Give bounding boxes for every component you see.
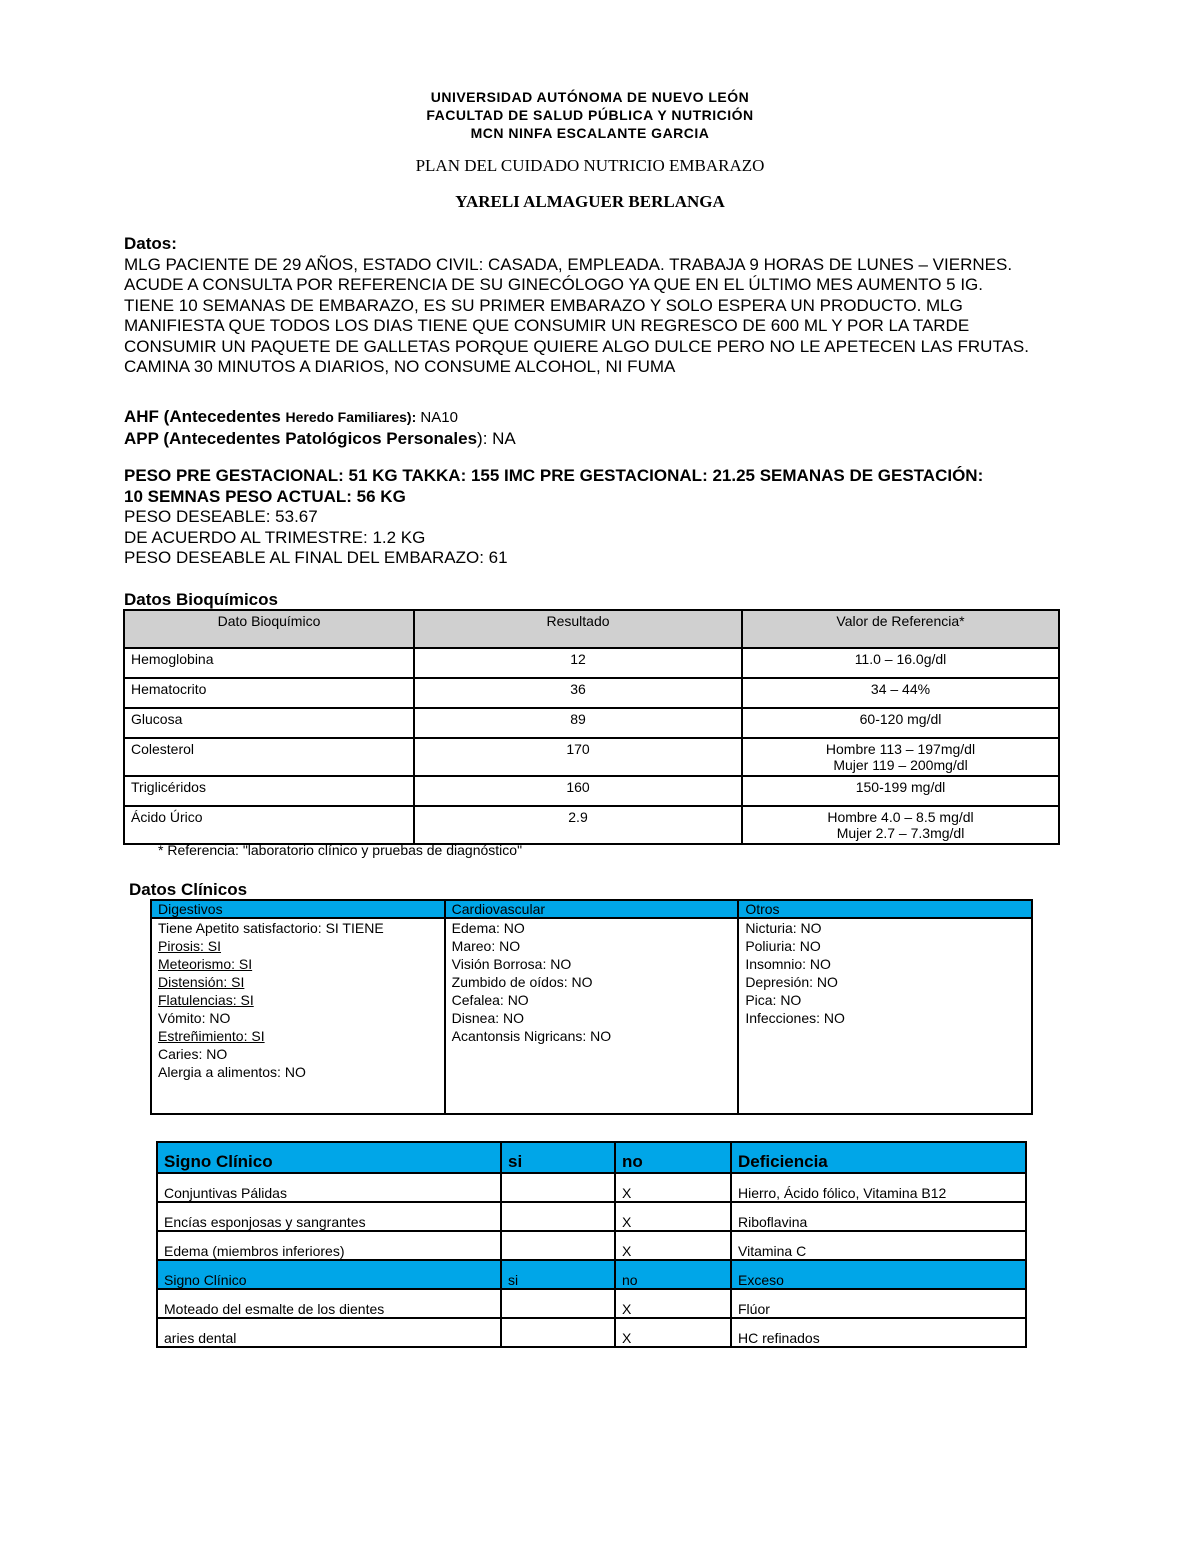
header-cell: no: [615, 1142, 731, 1173]
list-item: Disnea: NO: [451, 1010, 525, 1026]
header-cell: Signo Clínico: [157, 1142, 501, 1173]
header-cell: Cardiovascular: [445, 900, 739, 918]
bioquimicos-note: * Referencia: "laboratorio clínico y pruebas de diagnóstico": [158, 842, 523, 858]
cell-referencia: [742, 806, 1059, 844]
peso-trimestre: DE ACUERDO AL TRIMESTRE: 1.2 KG: [124, 527, 426, 547]
cell-resultado: 12: [414, 648, 742, 678]
list-item: Flatulencias: SI: [158, 992, 254, 1008]
ref-line: Hombre 4.0 – 8.5 mg/dl: [827, 809, 974, 825]
list-item: Alergia a alimentos: NO: [158, 1064, 306, 1080]
datos-label: Datos:: [124, 234, 177, 253]
list-item: Nicturia: NO: [745, 920, 822, 936]
cell-referencia: [742, 708, 1059, 738]
list-item: Insomnio: NO: [745, 956, 831, 972]
datos-line: ACUDE A CONSULTA POR REFERENCIA DE SU GINECÓLOGO YA QUE EN EL ÚLTIMO MES AUMENTO 5 IG.: [124, 275, 984, 294]
table-row: [124, 708, 1059, 738]
header-cell: Resultado: [414, 610, 742, 648]
university-name: UNIVERSIDAD AUTÓNOMA DE NUEVO LEÓN: [430, 89, 750, 105]
ahf-label: AHF (Antecedentes: [124, 407, 286, 426]
cell-referencia: [742, 678, 1059, 708]
list-item: Zumbido de oídos: NO: [451, 974, 593, 990]
ahf-label-small: Heredo Familiares):: [285, 409, 417, 425]
bioquimicos-table: [123, 609, 1060, 845]
cell-si: [501, 1318, 615, 1347]
cell-resultado: 36: [414, 678, 742, 708]
list-item: Visión Borrosa: NO: [451, 956, 572, 972]
datos-line: TIENE 10 SEMANAS DE EMBARAZO, ES SU PRIMER EMBARAZO Y SOLO ESPERA UN PRODUCTO. MLG: [124, 295, 963, 315]
header-cell: Digestivos: [151, 900, 445, 918]
table-row: [157, 1318, 1026, 1347]
cell-deficiencia: Hierro, Ácido fólico, Vitamina B12: [731, 1173, 1026, 1202]
cell-referencia: [742, 738, 1059, 776]
list-item: Infecciones: NO: [745, 1010, 845, 1026]
list-item: Cefalea: NO: [451, 992, 529, 1008]
app-value: ): NA: [477, 429, 516, 448]
cell-resultado: 170: [414, 738, 742, 776]
list-item: Caries: NO: [158, 1046, 228, 1062]
list-item: Pirosis: SI: [158, 938, 222, 954]
ref-line: 34 – 44%: [870, 681, 931, 697]
cell-si: [501, 1231, 615, 1260]
ref-line: 11.0 – 16.0g/dl: [854, 651, 947, 667]
bioquimicos-title: Datos Bioquímicos: [124, 590, 278, 609]
header-cell: Signo Clínico: [157, 1260, 501, 1289]
cell-dato: Colesterol: [124, 738, 414, 776]
list-item: Vómito: NO: [158, 1010, 231, 1026]
list-item: Pica: NO: [745, 992, 802, 1008]
ahf-value: NA10: [416, 409, 458, 426]
cell-signo: Conjuntivas Pálidas: [157, 1173, 501, 1202]
cell-exceso: HC refinados: [731, 1318, 1026, 1347]
datos-line: CAMINA 30 MINUTOS A DIARIOS, NO CONSUME ALCOHOL, NI FUMA: [124, 357, 676, 376]
cell-signo: Moteado del esmalte de los dientes: [157, 1289, 501, 1318]
app-label: APP (Antecedentes Patológicos Personales: [124, 429, 478, 448]
signos-table: [156, 1141, 1027, 1348]
otros-cell: [738, 918, 1032, 1114]
cell-signo: Encías esponjosas y sangrantes: [157, 1202, 501, 1231]
datos-line: MLG PACIENTE DE 29 AÑOS, ESTADO CIVIL: CASADA, EMPLEADA. TRABAJA 9 HORAS DE LUNES – VIERNES.: [124, 254, 1013, 274]
cell-dato: Hematocrito: [124, 678, 414, 708]
cell-si: [501, 1173, 615, 1202]
table-row: [124, 738, 1059, 776]
ref-line: Mujer 119 – 200mg/dl: [833, 757, 968, 773]
table-row: [157, 1289, 1026, 1318]
table-header-row: [157, 1142, 1026, 1173]
list-item: Distensión: SI: [158, 974, 245, 990]
cell-deficiencia: Vitamina C: [731, 1231, 1026, 1260]
cell-referencia: [742, 648, 1059, 678]
datos-line: MANIFIESTA QUE TODOS LOS DIAS TIENE QUE CONSUMIR UN REGRESCO DE 600 ML Y POR LA TARDE: [124, 316, 970, 335]
cell-deficiencia: Riboflavina: [731, 1202, 1026, 1231]
table-row: [124, 776, 1059, 806]
ref-line: 60-120 mg/dl: [859, 711, 942, 727]
cell-no: X: [615, 1173, 731, 1202]
header-cell: si: [501, 1142, 615, 1173]
list-item: Estreñimiento: SI: [158, 1028, 265, 1044]
cell-si: [501, 1289, 615, 1318]
ref-line: Hombre 113 – 197mg/dl: [825, 741, 976, 757]
table-row: [124, 648, 1059, 678]
list-item: Meteorismo: SI: [158, 956, 253, 972]
header-cell: Exceso: [731, 1260, 1026, 1289]
digestivos-cell: [151, 918, 445, 1114]
cell-dato: Glucosa: [124, 708, 414, 738]
patient-name: YARELI ALMAGUER BERLANGA: [455, 192, 725, 211]
table-row: [157, 1173, 1026, 1202]
table-row: [124, 678, 1059, 708]
document-header: [0, 88, 1180, 212]
faculty-name: FACULTAD DE SALUD PÚBLICA Y NUTRICIÓN: [426, 107, 754, 123]
datos-section: [124, 234, 1058, 378]
cell-exceso: Flúor: [731, 1289, 1026, 1318]
cell-dato: Hemoglobina: [124, 648, 414, 678]
plan-title: PLAN DEL CUIDADO NUTRICIO EMBARAZO: [415, 156, 765, 175]
cell-dato: Ácido Úrico: [124, 806, 414, 844]
cell-resultado: 89: [414, 708, 742, 738]
header-cell: Otros: [738, 900, 1032, 918]
list-item: Poliuria: NO: [745, 938, 821, 954]
app-line: [124, 428, 516, 449]
table-subheader-row: [157, 1260, 1026, 1289]
ref-line: 150-199 mg/dl: [855, 779, 946, 795]
table-row: [151, 918, 1032, 1114]
list-item: Tiene Apetito satisfactorio: SI TIENE: [158, 920, 384, 936]
peso-deseable: PESO DESEABLE: 53.67: [124, 507, 318, 526]
clinicos-title: Datos Clínicos: [129, 880, 248, 899]
clinicos-table: [150, 899, 1033, 1115]
list-item: Edema: NO: [451, 920, 525, 936]
cell-referencia: [742, 776, 1059, 806]
teacher-name: MCN NINFA ESCALANTE GARCIA: [470, 125, 710, 141]
ahf-line: [124, 406, 516, 428]
cell-si: [501, 1202, 615, 1231]
table-header-row: [124, 610, 1059, 648]
peso-line-1: PESO PRE GESTACIONAL: 51 KG TAKKA: 155 IMC PRE GESTACIONAL: 21.25 SEMANAS DE GESTACIÓN:: [124, 466, 984, 485]
table-row: [124, 806, 1059, 844]
ref-line: Mujer 2.7 – 7.3mg/dl: [836, 825, 965, 841]
list-item: Acantonsis Nigricans: NO: [451, 1028, 612, 1044]
list-item: Depresión: NO: [745, 974, 838, 990]
cell-signo: Edema (miembros inferiores): [157, 1231, 501, 1260]
table-row: [157, 1202, 1026, 1231]
peso-final: PESO DESEABLE AL FINAL DEL EMBARAZO: 61: [124, 548, 508, 567]
cardiovascular-cell: [445, 918, 739, 1114]
cell-resultado: 2.9: [414, 806, 742, 844]
cell-resultado: 160: [414, 776, 742, 806]
header-cell: Valor de Referencia*: [742, 610, 1059, 648]
antecedentes-section: [124, 406, 516, 449]
header-cell: Dato Bioquímico: [124, 610, 414, 648]
cell-no: X: [615, 1289, 731, 1318]
header-cell: no: [615, 1260, 731, 1289]
cell-no: X: [615, 1202, 731, 1231]
cell-no: X: [615, 1318, 731, 1347]
peso-section: [124, 466, 1084, 569]
peso-line-2: 10 SEMNAS PESO ACTUAL: 56 KG: [124, 486, 406, 506]
cell-signo: aries dental: [157, 1318, 501, 1347]
table-row: [157, 1231, 1026, 1260]
header-cell: si: [501, 1260, 615, 1289]
table-header-row: [151, 900, 1032, 918]
cell-no: X: [615, 1231, 731, 1260]
datos-line: CONSUMIR UN PAQUETE DE GALLETAS PORQUE QUIERE ALGO DULCE PERO NO LE APETECEN LAS FRUTAS.: [124, 336, 1029, 356]
cell-dato: Triglicéridos: [124, 776, 414, 806]
header-cell: Deficiencia: [731, 1142, 1026, 1173]
list-item: Mareo: NO: [451, 938, 521, 954]
